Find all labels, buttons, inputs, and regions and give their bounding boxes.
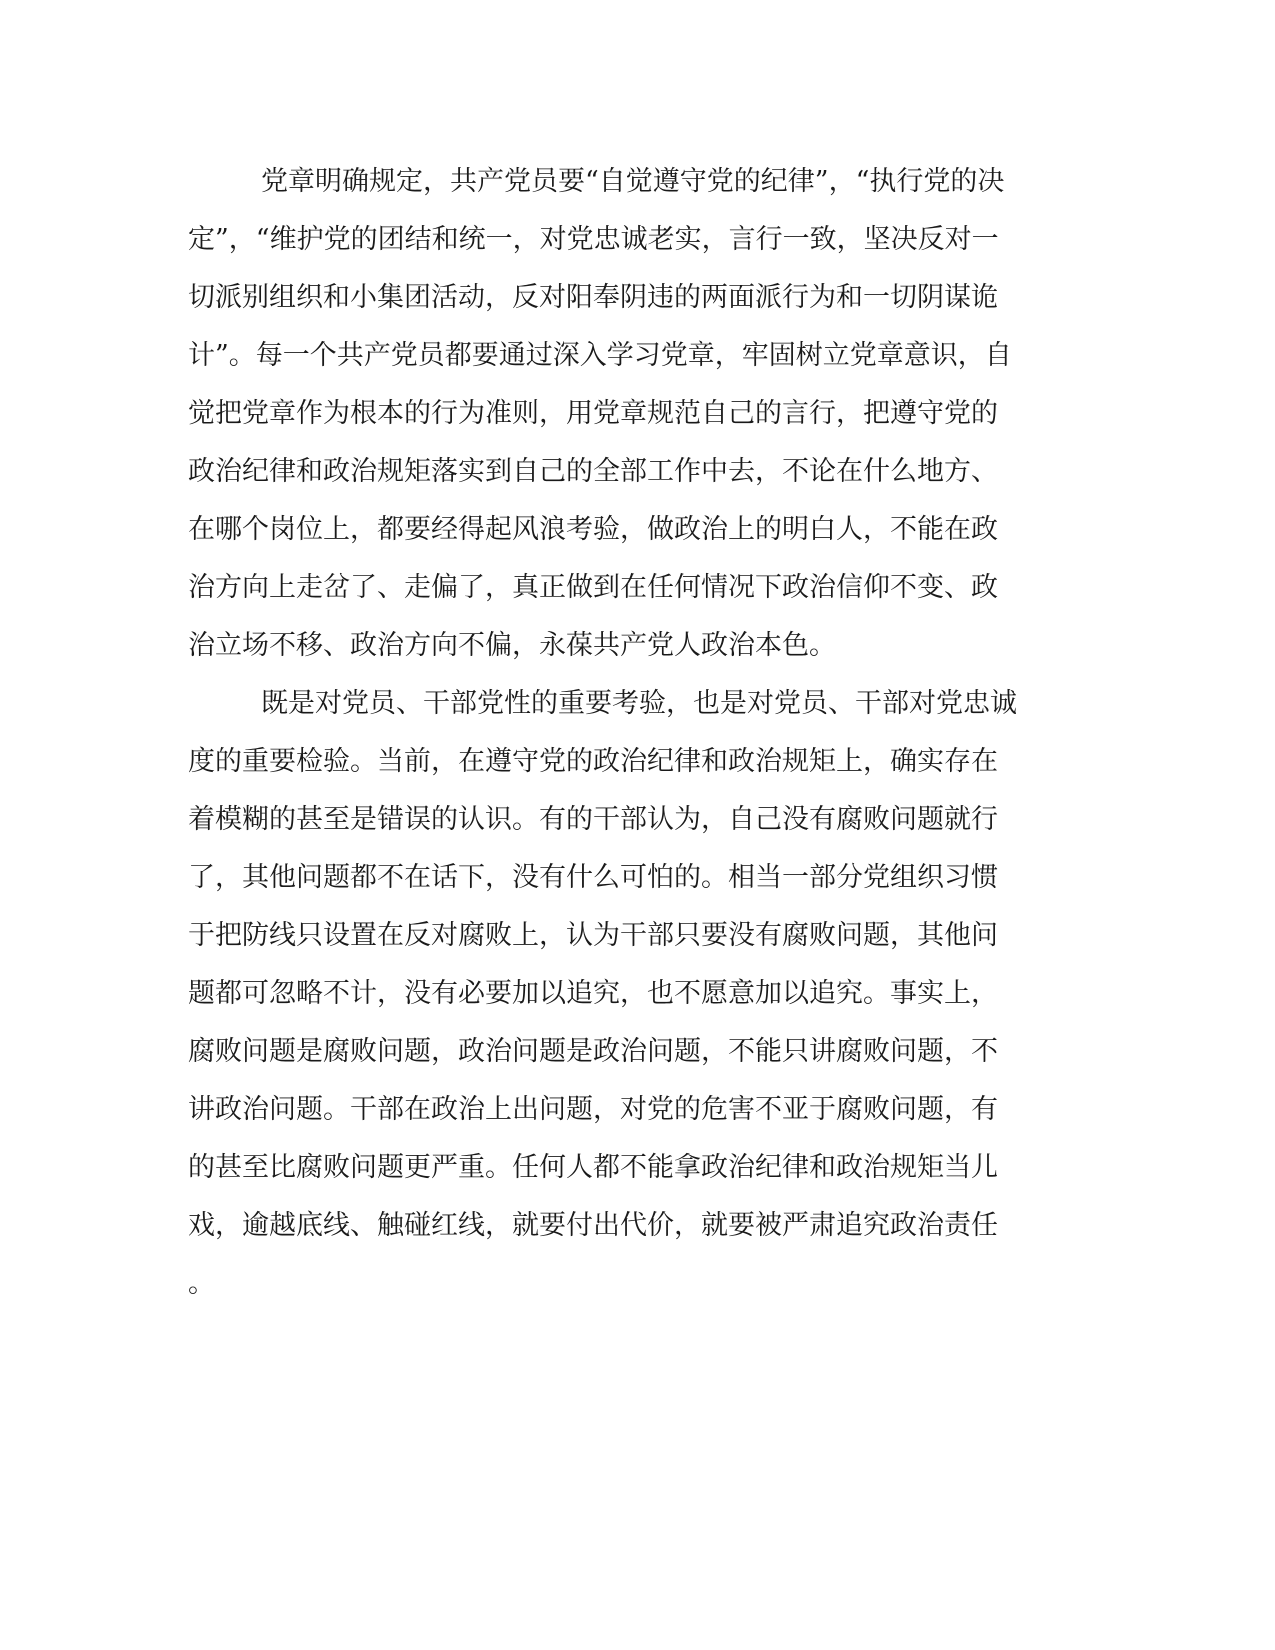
paragraph-1-line-7: 在哪个岗位上，都要经得起风浪考验，做政治上的明白人，不能在政 <box>188 514 998 545</box>
paragraph-1-line-2: 定”，“维护党的团结和统一，对党忠诚老实，言行一致，坚决反对一 <box>188 224 999 255</box>
paragraph-2-line-8: 讲政治问题。干部在政治上出问题，对党的危害不亚于腐败问题，有 <box>188 1094 998 1125</box>
paragraph-2-line-1: 既是对党员、干部党性的重要考验，也是对党员、干部对党忠诚 <box>261 688 1017 719</box>
paragraph-2-line-6: 题都可忽略不计，没有必要加以追究，也不愿意加以追究。事实上， <box>188 978 998 1009</box>
paragraph-1-line-8: 治方向上走岔了、走偏了，真正做到在任何情况下政治信仰不变、政 <box>188 572 998 603</box>
paragraph-2-line-2: 度的重要检验。当前，在遵守党的政治纪律和政治规矩上，确实存在 <box>188 746 998 777</box>
paragraph-2-line-9: 的甚至比腐败问题更严重。任何人都不能拿政治纪律和政治规矩当儿 <box>188 1152 998 1183</box>
paragraph-2-line-10: 戏，逾越底线、触碰红线，就要付出代价，就要被严肃追究政治责任 <box>188 1210 998 1241</box>
paragraph-2-line-7: 腐败问题是腐败问题，政治问题是政治问题，不能只讲腐败问题，不 <box>188 1036 998 1067</box>
paragraph-2-line-4: 了，其他问题都不在话下，没有什么可怕的。相当一部分党组织习惯 <box>188 862 998 893</box>
paragraph-2-line-3: 着模糊的甚至是错误的认识。有的干部认为，自己没有腐败问题就行 <box>188 804 998 835</box>
paragraph-2-line-11: 。 <box>188 1268 215 1299</box>
paragraph-1-line-9: 治立场不移、政治方向不偏，永葆共产党人政治本色。 <box>188 630 836 661</box>
paragraph-1-line-3: 切派别组织和小集团活动，反对阳奉阴违的两面派行为和一切阴谋诡 <box>188 282 998 313</box>
paragraph-1-line-4: 计”。每一个共产党员都要通过深入学习党章，牢固树立党章意识，自 <box>188 340 1012 371</box>
paragraph-2-line-5: 于把防线只设置在反对腐败上，认为干部只要没有腐败问题，其他问 <box>188 920 998 951</box>
paragraph-1-line-1: 党章明确规定，共产党员要“自觉遵守党的纪律”，“执行党的决 <box>261 166 1005 197</box>
paragraph-1-line-6: 政治纪律和政治规矩落实到自己的全部工作中去，不论在什么地方、 <box>188 456 998 487</box>
paragraph-1-line-5: 觉把党章作为根本的行为准则，用党章规范自己的言行，把遵守党的 <box>188 398 998 429</box>
